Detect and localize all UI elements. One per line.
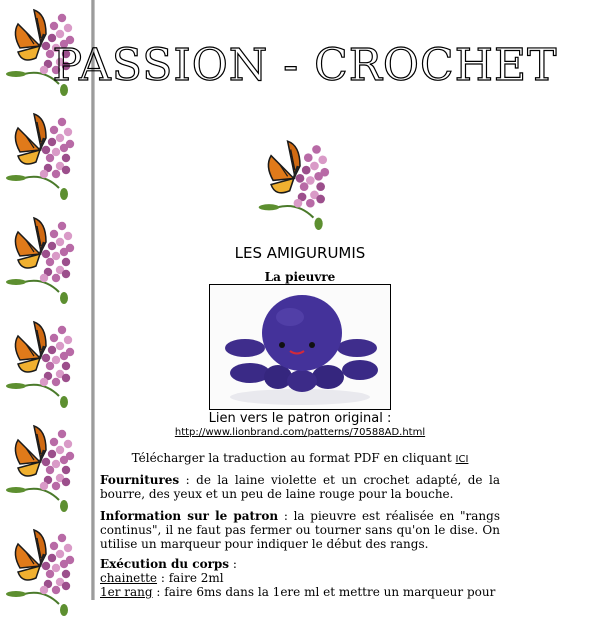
chainette-label: chainette: [100, 571, 158, 585]
execution-section: [100, 557, 500, 599]
execution-suffix: :: [229, 557, 237, 571]
site-title-logo: [52, 30, 558, 100]
download-line: [100, 451, 500, 465]
octopus-photo: [209, 284, 391, 410]
butterfly-on-lilac-icon: [4, 212, 88, 304]
rang1-text: : faire 6ms dans la 1ere ml et mettre un marqueur pour: [152, 585, 496, 599]
item-title: La pieuvre: [264, 270, 336, 284]
butterfly-on-lilac-icon: [4, 108, 88, 200]
butterfly-on-lilac-icon: [4, 524, 88, 616]
original-link-label: Lien vers le patron original :: [208, 411, 392, 426]
information-text: : la pieuvre est réalisée en "rangs continus", il ne faut pas fermer ou tourner sans qu'on le dise. On utilise un marqueur pour indiquer le début des rangs.: [100, 509, 500, 551]
butterfly-on-lilac-icon: [4, 420, 88, 512]
information-label: Information sur le patron: [100, 509, 279, 523]
execution-label: Exécution du corps: [100, 557, 230, 571]
butterfly-on-lilac-icon: [4, 316, 88, 408]
download-text: Télécharger la traduction au format PDF en cliquant: [131, 451, 452, 465]
chainette-text: : faire 2ml: [157, 571, 224, 585]
fournitures-text: : de la laine violette et un crochet adapté, de la bourre, des yeux et un peu de laine rouge pour la bouche.: [100, 473, 500, 501]
main-content: [52, 0, 558, 600]
download-pdf-link[interactable]: ICI: [455, 454, 469, 465]
section-title: LES AMIGURUMIS: [234, 244, 366, 262]
rang1-label: 1er rang: [100, 585, 153, 599]
fournitures-paragraph: [100, 473, 500, 501]
site-title-text: PASSION - CROCHET: [52, 40, 558, 91]
center-butterfly-icon: [255, 135, 345, 230]
original-pattern-link[interactable]: http://www.lionbrand.com/patterns/70588AD.html: [174, 427, 426, 438]
fournitures-label: Fournitures: [100, 473, 180, 487]
octopus-image: [210, 285, 390, 409]
information-paragraph: [100, 509, 500, 551]
